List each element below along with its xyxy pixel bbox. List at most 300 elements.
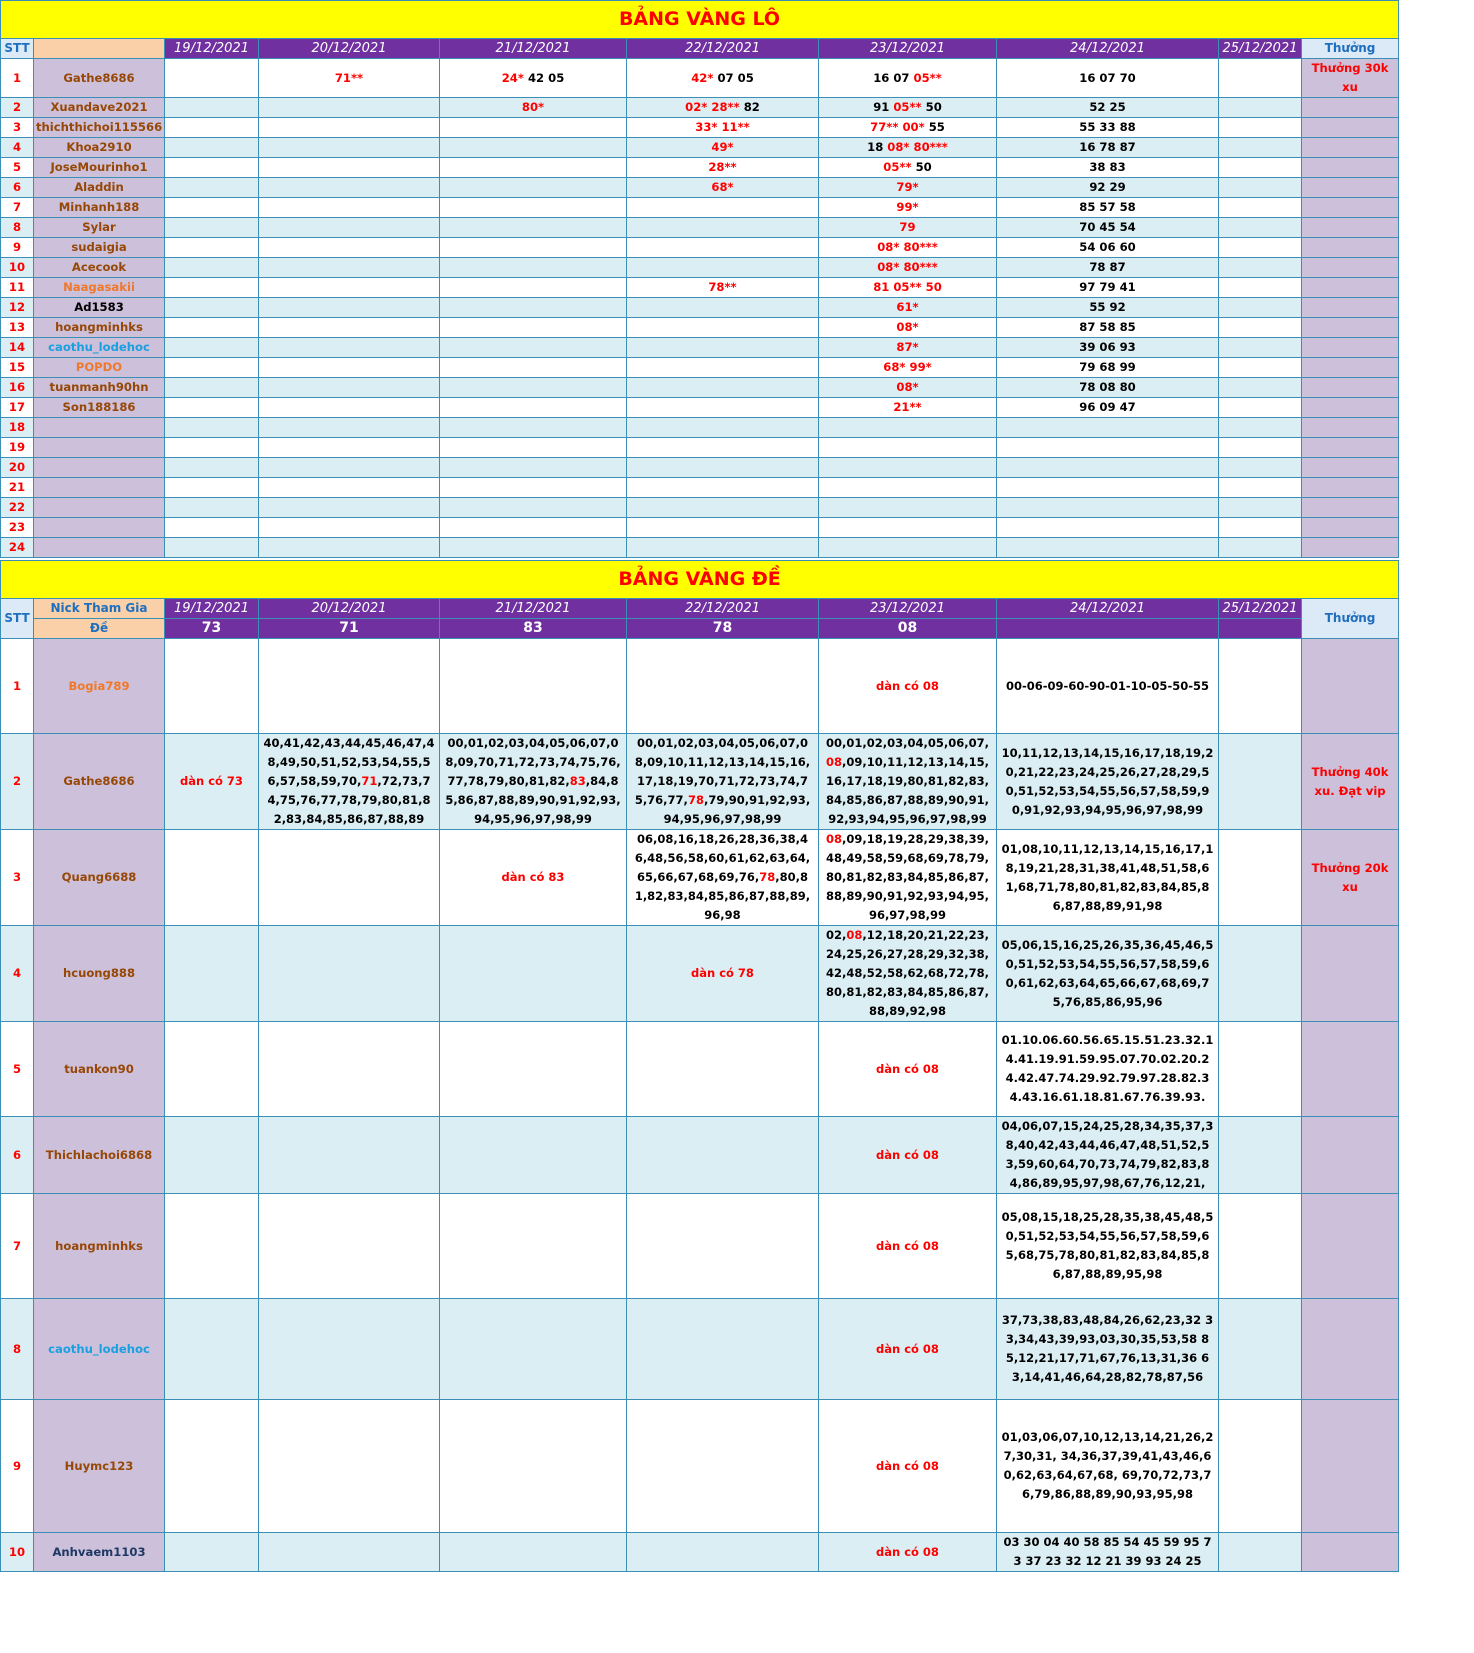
prediction-cell: [819, 358, 997, 378]
lo-table-row: [1, 458, 1399, 478]
prediction-cell: [997, 1299, 1219, 1400]
prediction-cell: [440, 118, 627, 138]
prediction-cell: [997, 138, 1219, 158]
player-nick: [34, 538, 165, 558]
prediction-cell: [259, 178, 440, 198]
player-nick: Naagasakii: [34, 278, 165, 298]
prediction-cell: [819, 830, 997, 926]
de-title: BẢNG VÀNG ĐỀ: [1, 561, 1399, 599]
column-header-stt: STT: [1, 39, 34, 59]
prediction-cell: [165, 178, 259, 198]
prediction-cell: [627, 458, 819, 478]
prediction-cell: [259, 59, 440, 98]
cell-fragment: 91: [873, 100, 894, 114]
prediction-cell: [440, 318, 627, 338]
cell-fragment: dàn có 83: [501, 870, 565, 884]
cell-fragment: ,84,85,86,87,88,89,90,91,92,93,94,95,96,97,98,99: [445, 774, 621, 826]
reward-cell: [1302, 1400, 1399, 1533]
column-header-date: 22/12/2021: [627, 39, 819, 59]
prediction-cell: [627, 238, 819, 258]
prediction-cell: [165, 639, 259, 734]
cell-fragment: 78: [759, 870, 776, 884]
cell-fragment: 50: [911, 160, 932, 174]
row-number: 4: [1, 138, 34, 158]
prediction-cell: [165, 138, 259, 158]
column-header-date: 24/12/2021: [997, 599, 1219, 619]
row-number: 12: [1, 298, 34, 318]
cell-fragment: 78 08 80: [1079, 380, 1136, 394]
cell-fragment: dàn có 78: [691, 966, 754, 980]
prediction-cell: [627, 138, 819, 158]
prediction-cell: [1219, 138, 1302, 158]
prediction-cell: [997, 278, 1219, 298]
prediction-cell: [819, 318, 997, 338]
row-number: 3: [1, 830, 34, 926]
row-number: 10: [1, 1533, 34, 1572]
cell-fragment: 33* 11**: [695, 120, 750, 134]
reward-cell: [1302, 298, 1399, 318]
prediction-cell: [165, 158, 259, 178]
cell-fragment: 00,01,02,03,04,05,06,07,08,09,10,11,12,13,14,15,16,17,18,19,70,71,72,73,74,75,76,77,: [634, 736, 811, 807]
cell-fragment: dàn có 08: [876, 1341, 939, 1356]
cell-fragment: 92 29: [1089, 180, 1126, 194]
column-header-de: Đề: [34, 619, 165, 639]
column-header-date: 23/12/2021: [819, 599, 997, 619]
prediction-cell: [440, 926, 627, 1022]
prediction-cell: [440, 138, 627, 158]
prediction-cell: [1219, 1194, 1302, 1299]
prediction-cell: [1219, 538, 1302, 558]
lo-table-row: [1, 178, 1399, 198]
prediction-cell: [819, 538, 997, 558]
prediction-cell: [819, 178, 997, 198]
lo-table-row: [1, 538, 1399, 558]
prediction-cell: [819, 59, 997, 98]
lo-table-row: [1, 258, 1399, 278]
prediction-cell: [997, 358, 1219, 378]
reward-cell: [1302, 338, 1399, 358]
prediction-cell: [440, 1533, 627, 1572]
prediction-cell: [165, 538, 259, 558]
prediction-cell: [997, 1194, 1219, 1299]
prediction-cell: [1219, 1117, 1302, 1194]
lo-table-row: [1, 138, 1399, 158]
player-nick: Xuandave2021: [34, 98, 165, 118]
cell-fragment: 39 06 93: [1079, 340, 1136, 354]
cell-fragment: 96 09 47: [1079, 400, 1136, 414]
row-number: 19: [1, 438, 34, 458]
cell-fragment: 10,11,12,13,14,15,16,17,18,19,20,21,22,23,24,25,26,27,28,29,50,51,52,53,54,55,56,57,58,59,90,91,92,93,94,95,96,97,98,99: [1001, 745, 1214, 817]
prediction-cell: [1219, 278, 1302, 298]
de-table-row: [1, 830, 1399, 926]
prediction-cell: [259, 258, 440, 278]
row-number: 5: [1, 158, 34, 178]
cell-fragment: 82: [739, 100, 760, 114]
prediction-cell: [997, 1400, 1219, 1533]
column-header-date: 19/12/2021: [165, 599, 259, 619]
column-header-nick: Nick Tham Gia: [34, 599, 165, 619]
column-header-date: 25/12/2021: [1219, 599, 1302, 619]
prediction-cell: [819, 398, 997, 418]
prediction-cell: [819, 338, 997, 358]
cell-fragment: 16 07: [873, 70, 914, 85]
prediction-cell: [1219, 198, 1302, 218]
lo-table-row: [1, 218, 1399, 238]
prediction-cell: [1219, 398, 1302, 418]
row-number: 5: [1, 1022, 34, 1117]
de-table-row: [1, 1117, 1399, 1194]
prediction-cell: [165, 198, 259, 218]
prediction-cell: [1219, 418, 1302, 438]
prediction-cell: [1219, 1533, 1302, 1572]
prediction-cell: [259, 538, 440, 558]
prediction-cell: [440, 59, 627, 98]
prediction-cell: [1219, 830, 1302, 926]
result-number: 83: [440, 619, 627, 639]
row-number: 6: [1, 1117, 34, 1194]
prediction-cell: [997, 378, 1219, 398]
de-table-row: [1, 734, 1399, 830]
prediction-cell: [997, 830, 1219, 926]
player-nick: Thichlachoi6868: [34, 1117, 165, 1194]
prediction-cell: [259, 518, 440, 538]
lo-table-row: [1, 298, 1399, 318]
prediction-cell: [259, 1533, 440, 1572]
prediction-cell: [819, 218, 997, 238]
row-number: 2: [1, 734, 34, 830]
lo-table-row: [1, 118, 1399, 138]
prediction-cell: [1219, 378, 1302, 398]
lo-table-row: [1, 338, 1399, 358]
prediction-cell: [259, 98, 440, 118]
lo-table-row: [1, 278, 1399, 298]
result-number: 08: [819, 619, 997, 639]
lo-table-row: [1, 59, 1399, 98]
cell-fragment: dàn có 08: [876, 1238, 939, 1253]
prediction-cell: [627, 378, 819, 398]
lo-table-row: [1, 518, 1399, 538]
player-nick: Huymc123: [34, 1400, 165, 1533]
prediction-cell: [165, 1117, 259, 1194]
prediction-cell: [997, 734, 1219, 830]
cell-fragment: ,72,73,74,75,76,77,78,79,80,81,82,83,84,85,86,87,88,89: [267, 774, 431, 826]
player-nick: hoangminhks: [34, 1194, 165, 1299]
prediction-cell: [165, 218, 259, 238]
cell-fragment: 16 78 87: [1079, 140, 1136, 154]
de-table-row: [1, 1022, 1399, 1117]
cell-fragment: ,79,90,91,92,93,94,95,96,97,98,99: [663, 793, 811, 826]
cell-fragment: 08* 80***: [877, 240, 938, 254]
prediction-cell: [165, 458, 259, 478]
player-nick: [34, 438, 165, 458]
prediction-cell: [997, 1022, 1219, 1117]
cell-fragment: 08: [826, 755, 843, 769]
prediction-cell: [165, 734, 259, 830]
lo-table-row: [1, 158, 1399, 178]
prediction-cell: [1219, 158, 1302, 178]
prediction-cell: [997, 639, 1219, 734]
cell-fragment: 28**: [708, 160, 737, 174]
prediction-cell: [997, 538, 1219, 558]
prediction-cell: [997, 398, 1219, 418]
cell-fragment: 77** 00*: [870, 120, 925, 134]
prediction-cell: [259, 1022, 440, 1117]
cell-fragment: 87*: [896, 340, 919, 354]
cell-fragment: 68* 99*: [883, 360, 932, 374]
prediction-cell: [259, 398, 440, 418]
row-number: 23: [1, 518, 34, 538]
prediction-cell: [1219, 218, 1302, 238]
prediction-cell: [165, 278, 259, 298]
prediction-cell: [819, 1022, 997, 1117]
lo-table-row: [1, 478, 1399, 498]
prediction-cell: [627, 639, 819, 734]
prediction-cell: [819, 258, 997, 278]
prediction-cell: [819, 298, 997, 318]
prediction-cell: [819, 98, 997, 118]
row-number: 2: [1, 98, 34, 118]
prediction-cell: [440, 458, 627, 478]
reward-cell: [1302, 198, 1399, 218]
cell-fragment: 05**: [883, 160, 912, 174]
cell-fragment: 00,01,02,03,04,05,06,07,: [826, 736, 989, 750]
column-header-date: 24/12/2021: [997, 39, 1219, 59]
player-nick: Acecook: [34, 258, 165, 278]
cell-fragment: 04,06,07,15,24,25,28,34,35,37,38,40,42,43,44,46,47,48,51,52,53,59,60,64,70,73,74,79,82,83,84,86,89,95,97,98,67,76,12,21,: [1001, 1119, 1214, 1190]
cell-fragment: 70 45 54: [1079, 220, 1136, 234]
lo-table-row: [1, 498, 1399, 518]
de-table-row: [1, 1299, 1399, 1400]
prediction-cell: [627, 926, 819, 1022]
prediction-cell: [819, 378, 997, 398]
cell-fragment: 08*: [896, 320, 919, 334]
prediction-cell: [997, 238, 1219, 258]
reward-cell: [1302, 118, 1399, 138]
player-nick: [34, 458, 165, 478]
cell-fragment: 55 33 88: [1079, 120, 1136, 134]
prediction-cell: [819, 1299, 997, 1400]
prediction-cell: [259, 278, 440, 298]
prediction-cell: [627, 1400, 819, 1533]
column-header-date: 20/12/2021: [259, 39, 440, 59]
prediction-cell: [440, 830, 627, 926]
player-nick: Ad1583: [34, 298, 165, 318]
cell-fragment: dàn có 08: [876, 1147, 939, 1162]
cell-fragment: 79: [899, 220, 916, 234]
prediction-cell: [440, 298, 627, 318]
prediction-cell: [165, 518, 259, 538]
column-header-date: 21/12/2021: [440, 599, 627, 619]
prediction-cell: [627, 118, 819, 138]
prediction-cell: [259, 218, 440, 238]
lo-table-row: [1, 398, 1399, 418]
prediction-cell: [997, 418, 1219, 438]
prediction-cell: [259, 158, 440, 178]
prediction-cell: [1219, 1299, 1302, 1400]
prediction-cell: [819, 458, 997, 478]
reward-cell: [1302, 1022, 1399, 1117]
column-header-stt: STT: [1, 599, 34, 639]
player-nick: Sylar: [34, 218, 165, 238]
cell-fragment: 00-06-09-60-90-01-10-05-50-55: [1006, 678, 1209, 693]
prediction-cell: [259, 926, 440, 1022]
prediction-cell: [440, 1022, 627, 1117]
cell-fragment: dàn có 08: [876, 1458, 939, 1473]
cell-fragment: 37,73,38,83,48,84,26,62,23,32 33,34,43,39,93,03,30,35,53,58 85,12,21,17,71,67,76,13,31,36 63,14,41,46,64,28,82,78,87,56: [1001, 1313, 1214, 1384]
prediction-cell: [1219, 438, 1302, 458]
player-nick: [34, 498, 165, 518]
reward-cell: [1302, 1299, 1399, 1400]
prediction-cell: [1219, 98, 1302, 118]
prediction-cell: [259, 198, 440, 218]
prediction-cell: [165, 438, 259, 458]
prediction-cell: [819, 498, 997, 518]
cell-fragment: 71**: [334, 70, 364, 85]
lo-table: [0, 0, 1399, 558]
prediction-cell: [440, 178, 627, 198]
player-nick: Aladdin: [34, 178, 165, 198]
prediction-cell: [259, 298, 440, 318]
prediction-cell: [165, 398, 259, 418]
column-header-date: 22/12/2021: [627, 599, 819, 619]
prediction-cell: [627, 258, 819, 278]
prediction-cell: [627, 158, 819, 178]
prediction-cell: [819, 158, 997, 178]
lo-table-row: [1, 418, 1399, 438]
prediction-cell: [997, 926, 1219, 1022]
prediction-cell: [259, 418, 440, 438]
lo-table-row: [1, 438, 1399, 458]
player-nick: [34, 478, 165, 498]
row-number: 4: [1, 926, 34, 1022]
prediction-cell: [819, 418, 997, 438]
reward-cell: [1302, 438, 1399, 458]
reward-cell: [1302, 318, 1399, 338]
prediction-cell: [627, 278, 819, 298]
cell-fragment: 08* 80***: [887, 140, 948, 154]
row-number: 8: [1, 1299, 34, 1400]
prediction-cell: [627, 338, 819, 358]
row-number: 13: [1, 318, 34, 338]
prediction-cell: [440, 358, 627, 378]
prediction-cell: [819, 639, 997, 734]
reward-cell: [1302, 218, 1399, 238]
prediction-cell: [627, 198, 819, 218]
player-nick: Anhvaem1103: [34, 1533, 165, 1572]
reward-cell: [1302, 1533, 1399, 1572]
prediction-cell: [259, 438, 440, 458]
reward-cell: [1302, 178, 1399, 198]
row-number: 9: [1, 1400, 34, 1533]
prediction-cell: [997, 198, 1219, 218]
prediction-cell: [259, 498, 440, 518]
prediction-cell: [1219, 298, 1302, 318]
cell-fragment: 68*: [711, 180, 734, 194]
prediction-cell: [440, 98, 627, 118]
prediction-cell: [259, 1299, 440, 1400]
cell-fragment: 83: [569, 774, 586, 788]
prediction-cell: [440, 218, 627, 238]
cell-fragment: dàn có 08: [876, 1061, 939, 1076]
prediction-cell: [1219, 498, 1302, 518]
prediction-cell: [627, 358, 819, 378]
row-number: 24: [1, 538, 34, 558]
prediction-cell: [627, 438, 819, 458]
prediction-cell: [997, 478, 1219, 498]
prediction-cell: [259, 1194, 440, 1299]
cell-fragment: 99*: [896, 200, 919, 214]
prediction-cell: [165, 478, 259, 498]
player-nick: thichthichoi115566: [34, 118, 165, 138]
column-header-nick: [34, 39, 165, 59]
prediction-cell: [997, 298, 1219, 318]
column-header-date: 23/12/2021: [819, 39, 997, 59]
result-number: 73: [165, 619, 259, 639]
cell-fragment: 40,41,42,43,44,45,46,47,48,49,50,51,52,53,54,55,56,57,58,59,70,: [263, 736, 435, 788]
cell-fragment: ,80,81,82,83,84,85,86,87,88,89,96,98: [634, 870, 811, 922]
player-nick: Gathe8686: [34, 734, 165, 830]
row-number: 21: [1, 478, 34, 498]
prediction-cell: [819, 138, 997, 158]
lo-table-row: [1, 378, 1399, 398]
reward-cell: [1302, 498, 1399, 518]
prediction-cell: [259, 358, 440, 378]
cell-fragment: 55 92: [1089, 300, 1126, 314]
prediction-cell: [165, 418, 259, 438]
prediction-cell: [627, 59, 819, 98]
reward-cell: [1302, 639, 1399, 734]
prediction-cell: [627, 1299, 819, 1400]
cell-fragment: 08: [826, 832, 843, 846]
prediction-cell: [259, 478, 440, 498]
prediction-cell: [259, 318, 440, 338]
prediction-cell: [627, 478, 819, 498]
cell-fragment: 78**: [708, 280, 737, 294]
reward-cell: [1302, 278, 1399, 298]
reward-cell: [1302, 1194, 1399, 1299]
cell-fragment: 42*: [691, 70, 714, 85]
result-number: [997, 619, 1219, 639]
reward-cell: [1302, 398, 1399, 418]
row-number: 17: [1, 398, 34, 418]
prediction-cell: [440, 538, 627, 558]
prediction-cell: [1219, 318, 1302, 338]
prediction-cell: [165, 358, 259, 378]
reward-cell: [1302, 1117, 1399, 1194]
reward-cell: [1302, 358, 1399, 378]
cell-fragment: 87 58 85: [1079, 320, 1136, 334]
prediction-cell: [440, 1117, 627, 1194]
prediction-cell: [819, 238, 997, 258]
cell-fragment: 03 30 04 40 58 85 54 45 59 95 73 37 23 32 12 21 39 93 24 25: [1003, 1535, 1212, 1568]
cell-fragment: 79 68 99: [1079, 360, 1136, 374]
prediction-cell: [627, 398, 819, 418]
prediction-cell: [440, 418, 627, 438]
prediction-cell: [1219, 178, 1302, 198]
cell-fragment: 05,08,15,18,25,28,35,38,45,48,50,51,52,53,54,55,56,57,58,59,65,68,75,78,80,81,82,83,84,85,86,87,88,89,95,98: [1001, 1210, 1214, 1281]
prediction-cell: [819, 118, 997, 138]
de-table-row: [1, 1194, 1399, 1299]
row-number: 1: [1, 639, 34, 734]
player-nick: [34, 418, 165, 438]
player-nick: Minhanh188: [34, 198, 165, 218]
cell-fragment: 01.10.06.60.56.65.15.51.23.32.14.41.19.91.59.95.07.70.02.20.24.42.47.74.29.92.79.97.28.82.34.43.16.61.18.81.67.76.39.93.: [1001, 1033, 1214, 1104]
player-nick: tuanmanh90hn: [34, 378, 165, 398]
reward-cell: Thưởng 20k xu: [1302, 830, 1399, 926]
prediction-cell: [440, 378, 627, 398]
de-table-row: [1, 926, 1399, 1022]
prediction-cell: [1219, 59, 1302, 98]
